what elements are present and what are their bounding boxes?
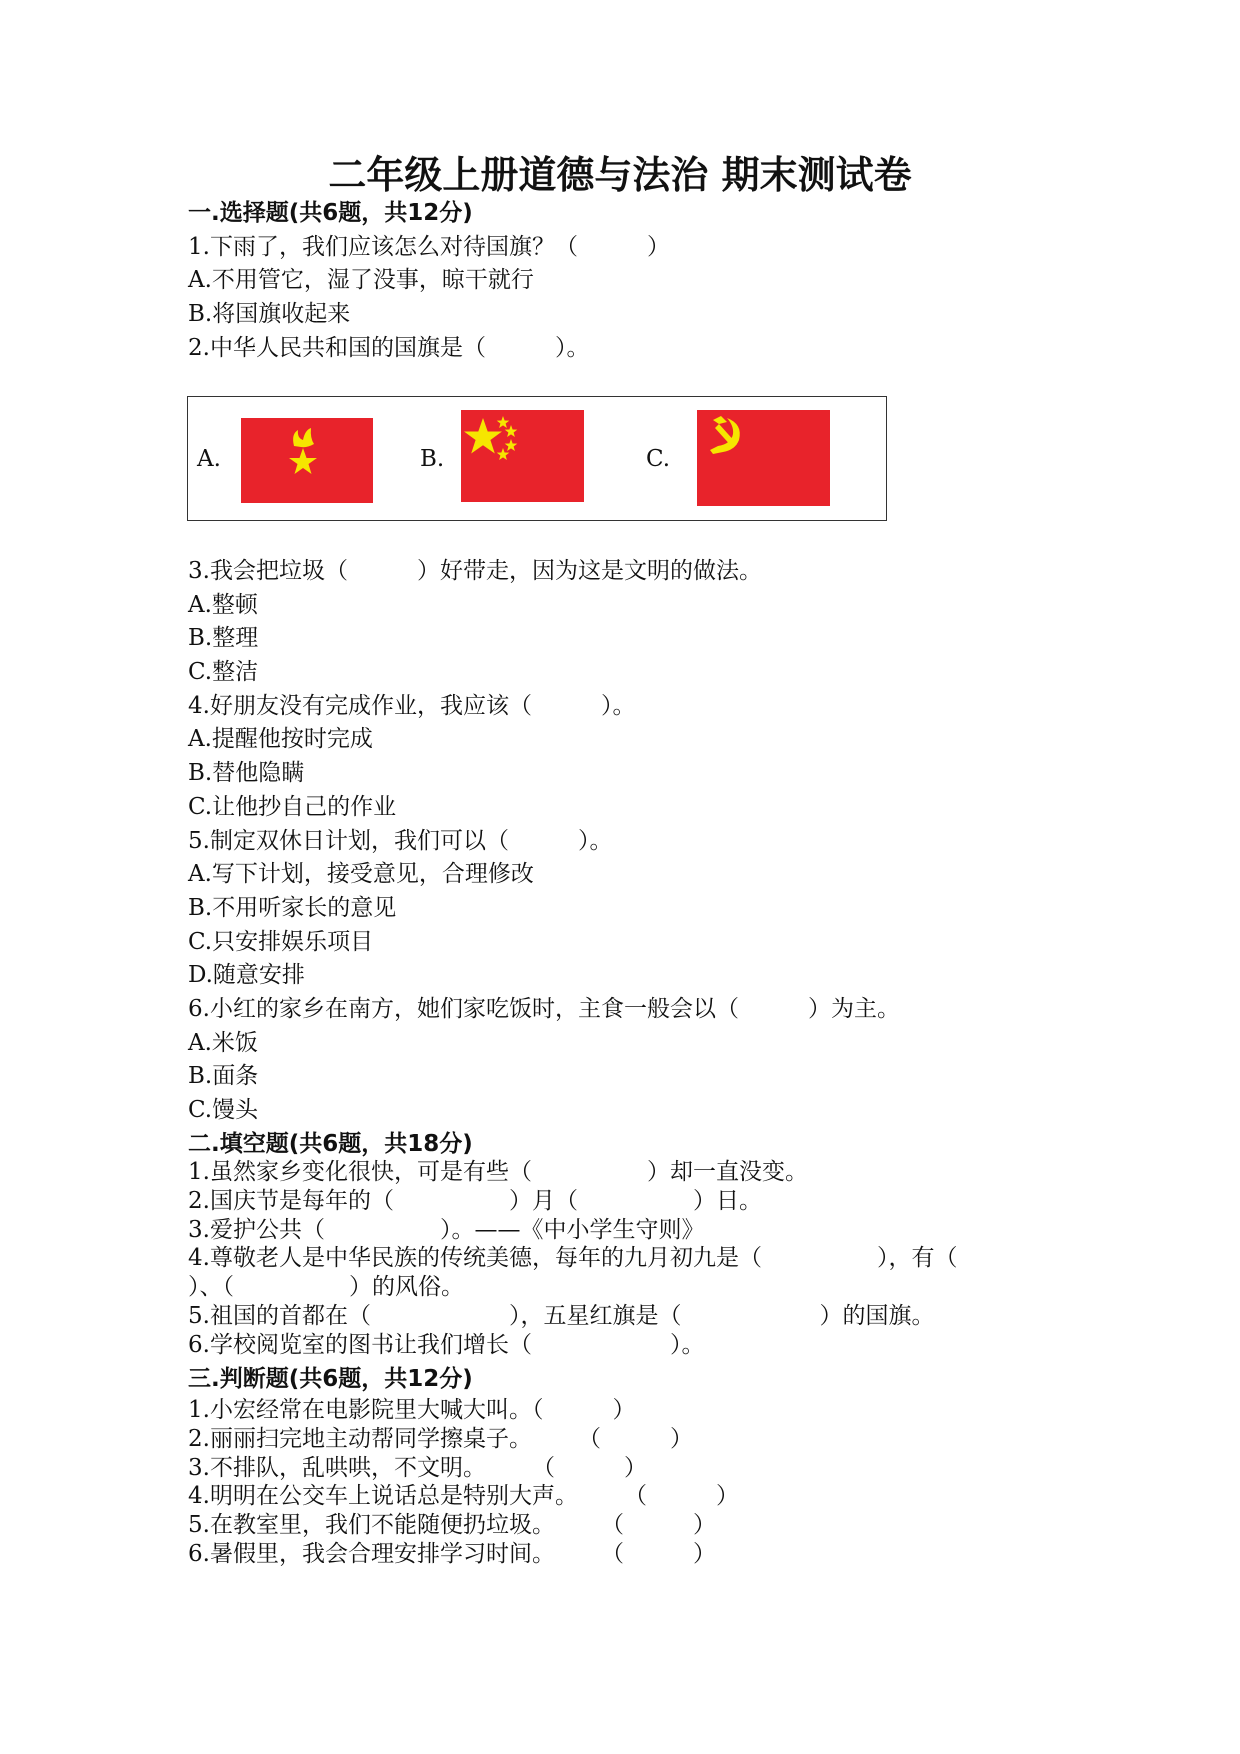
option-line: C.整洁 xyxy=(188,659,259,686)
section-heading-judge: 三.判断题(共6题，共12分) xyxy=(188,1366,473,1392)
young-pioneers-flag-icon xyxy=(241,418,373,503)
option-line: D.随意安排 xyxy=(188,962,305,989)
option-line: B.替他隐瞒 xyxy=(188,760,305,787)
question-line: 3.爱护公共（ ）。——《中小学生守则》 xyxy=(188,1216,705,1243)
option-line: A.提醒他按时完成 xyxy=(188,726,373,753)
option-line: C.馒头 xyxy=(188,1097,259,1123)
option-line: B.不用听家长的意见 xyxy=(188,894,397,921)
question-line: 6.学校阅览室的图书让我们增长（ ）。 xyxy=(188,1331,705,1358)
question-line: 3.不排队，乱哄哄，不文明。 （ ） xyxy=(188,1454,647,1481)
question-line: 1.下雨了，我们应该怎么对待国旗？（ ） xyxy=(188,233,670,260)
section-true-false xyxy=(188,1363,1088,1569)
option-line: A.米饭 xyxy=(188,1029,258,1056)
flag-options-figure xyxy=(187,396,887,521)
section-fill-blank xyxy=(188,1158,1088,1360)
flag-option-a-label: A. xyxy=(197,446,221,472)
question-line-continued: ）、（ ）的风俗。 xyxy=(188,1274,464,1301)
question-line: 5.在教室里，我们不能随便扔垃圾。 （ ） xyxy=(188,1512,716,1539)
flag-option-c-label: C. xyxy=(646,446,671,472)
question-line: 2.丽丽扫完地主动帮同学擦桌子。 （ ） xyxy=(188,1425,693,1452)
section-heading-fill: 二.填空题(共6题，共18分) xyxy=(188,1130,473,1157)
option-line: B.将国旗收起来 xyxy=(188,301,351,328)
question-line: 5.制定双休日计划，我们可以（ ）。 xyxy=(188,827,613,854)
section-heading-choice: 一.选择题(共6题，共12分) xyxy=(188,200,473,226)
flag-option-b-label: B. xyxy=(420,446,445,472)
national-flag-icon xyxy=(461,410,584,502)
question-line: 4.明明在公交车上说话总是特别大声。 （ ） xyxy=(188,1483,739,1510)
question-line: 2.国庆节是每年的（ ）月（ ）日。 xyxy=(188,1187,762,1214)
option-line: C.只安排娱乐项目 xyxy=(188,928,374,955)
option-line: A.写下计划，接受意见，合理修改 xyxy=(188,861,534,888)
option-line: A.整顿 xyxy=(188,591,258,618)
question-line: 4.好朋友没有完成作业，我应该（ ）。 xyxy=(188,692,636,719)
question-line: 5.祖国的首都在（ ），五星红旗是（ ）的国旗。 xyxy=(188,1302,935,1329)
question-line: 6.暑假里，我会合理安排学习时间。 （ ） xyxy=(188,1540,716,1567)
page-title: 二年级上册道德与法治 期末测试卷 xyxy=(328,153,912,197)
option-line: B.面条 xyxy=(188,1063,259,1090)
question-line: 4.尊敬老人是中华民族的传统美德，每年的九月初九是（ ），有（ xyxy=(188,1245,958,1272)
question-line: 2.中华人民共和国的国旗是（ ）。 xyxy=(188,334,590,361)
question-line: 1.虽然家乡变化很快，可是有些（ ）却一直没变。 xyxy=(188,1159,808,1185)
question-line: 1.小宏经常在电影院里大喊大叫。（ ） xyxy=(188,1397,636,1423)
question-line: 6.小红的家乡在南方，她们家吃饭时，主食一般会以（ ）为主。 xyxy=(188,995,900,1022)
section-choice-part2 xyxy=(188,555,1088,1161)
option-line: C.让他抄自己的作业 xyxy=(188,793,397,820)
option-line: B.整理 xyxy=(188,625,259,652)
party-flag-icon xyxy=(697,410,830,506)
question-line: 3.我会把垃圾（ ）好带走，因为这是文明的做法。 xyxy=(188,558,762,584)
section-choice-part1 xyxy=(188,197,1088,365)
option-line: A.不用管它，湿了没事，晾干就行 xyxy=(188,267,534,294)
